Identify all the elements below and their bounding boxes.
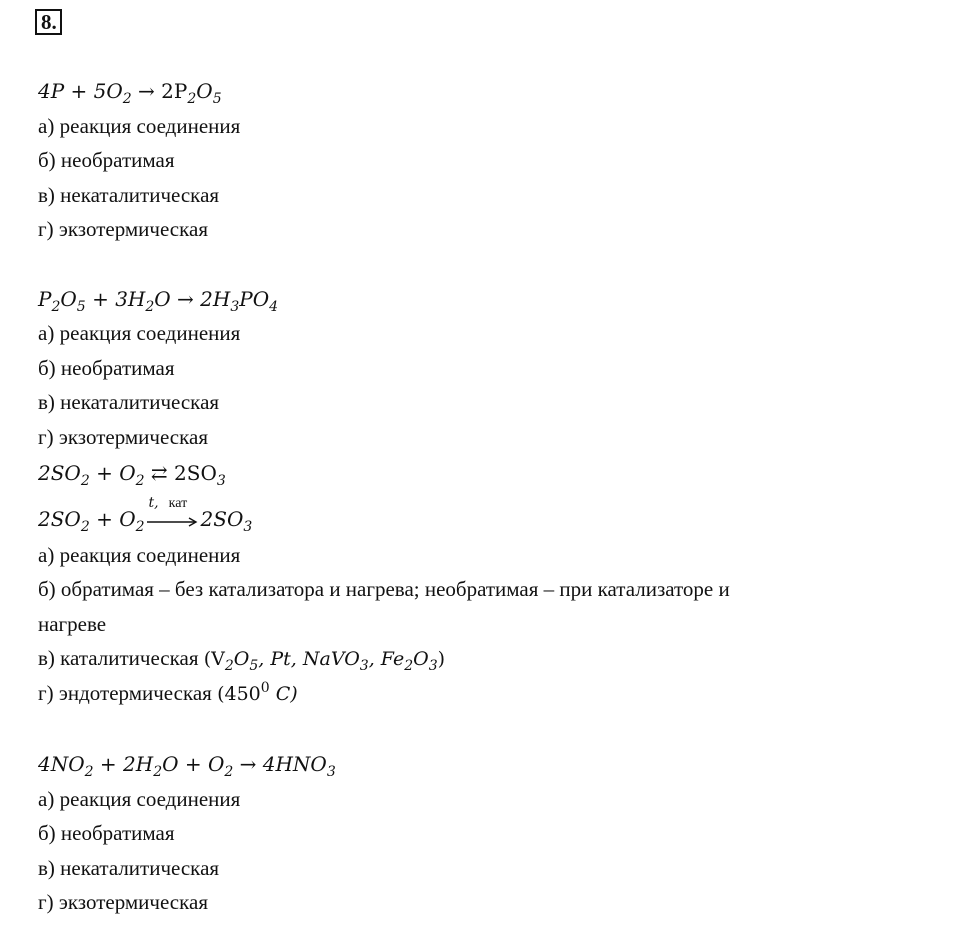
right-arrow-icon [147,516,199,528]
block4-item-v: в) некаталитическая [38,856,220,880]
block1-item-a: а) реакция соединения [38,114,241,138]
block4-item-a: а) реакция соединения [38,787,241,811]
equation-no2-hno3: $4NO_2 + 2H_2O + O_2 \to 4HNO_3$ [38,752,336,780]
block2-item-v: в) некаталитическая [38,390,220,414]
equation-so2-reversible: $2SO_2 + O_2$ ⇄ $2SO_3$ [38,461,226,489]
task-number-box [35,9,62,35]
block1-item-v: в) некаталитическая [38,183,220,207]
block4-item-g: г) экзотермическая [38,890,208,914]
block2-item-g: г) экзотермическая [38,425,208,449]
block2-item-b: б) необратимая [38,356,175,380]
block1-item-g: г) экзотермическая [38,217,208,241]
block3-item-b-line1: б) обратимая – без катализатора и нагрева; необратимая – при катализаторе и [38,577,730,601]
equation-p2o5-h2o: $P_2O_5 + 3H_2O \to 2H_3PO_4$ [38,287,279,315]
block3-item-b-line2: нагреве [38,612,107,636]
block1-item-b: б) необратимая [38,148,175,172]
equation-p-o2: $4P + 5O_2 \to 2P_2O_5$ [38,79,222,107]
block4-item-b: б) необратимая [38,821,175,845]
equation-so2-catalytic: $2SO_2 + O_2$ t, кат $2SO_3$ [38,494,253,535]
arrow-with-conditions: t, кат [147,510,199,532]
block3-item-g: г) эндотермическая ($450^0$ C) [38,680,298,705]
block3-item-a: а) реакция соединения [38,543,241,567]
block2-item-a: а) реакция соединения [38,321,241,345]
block3-item-v: в) каталитическая ($V_2O_5$, Pt, NaVO$_3$, $Fe_2O_3$) [38,646,446,674]
task-number: 8. [41,10,57,34]
